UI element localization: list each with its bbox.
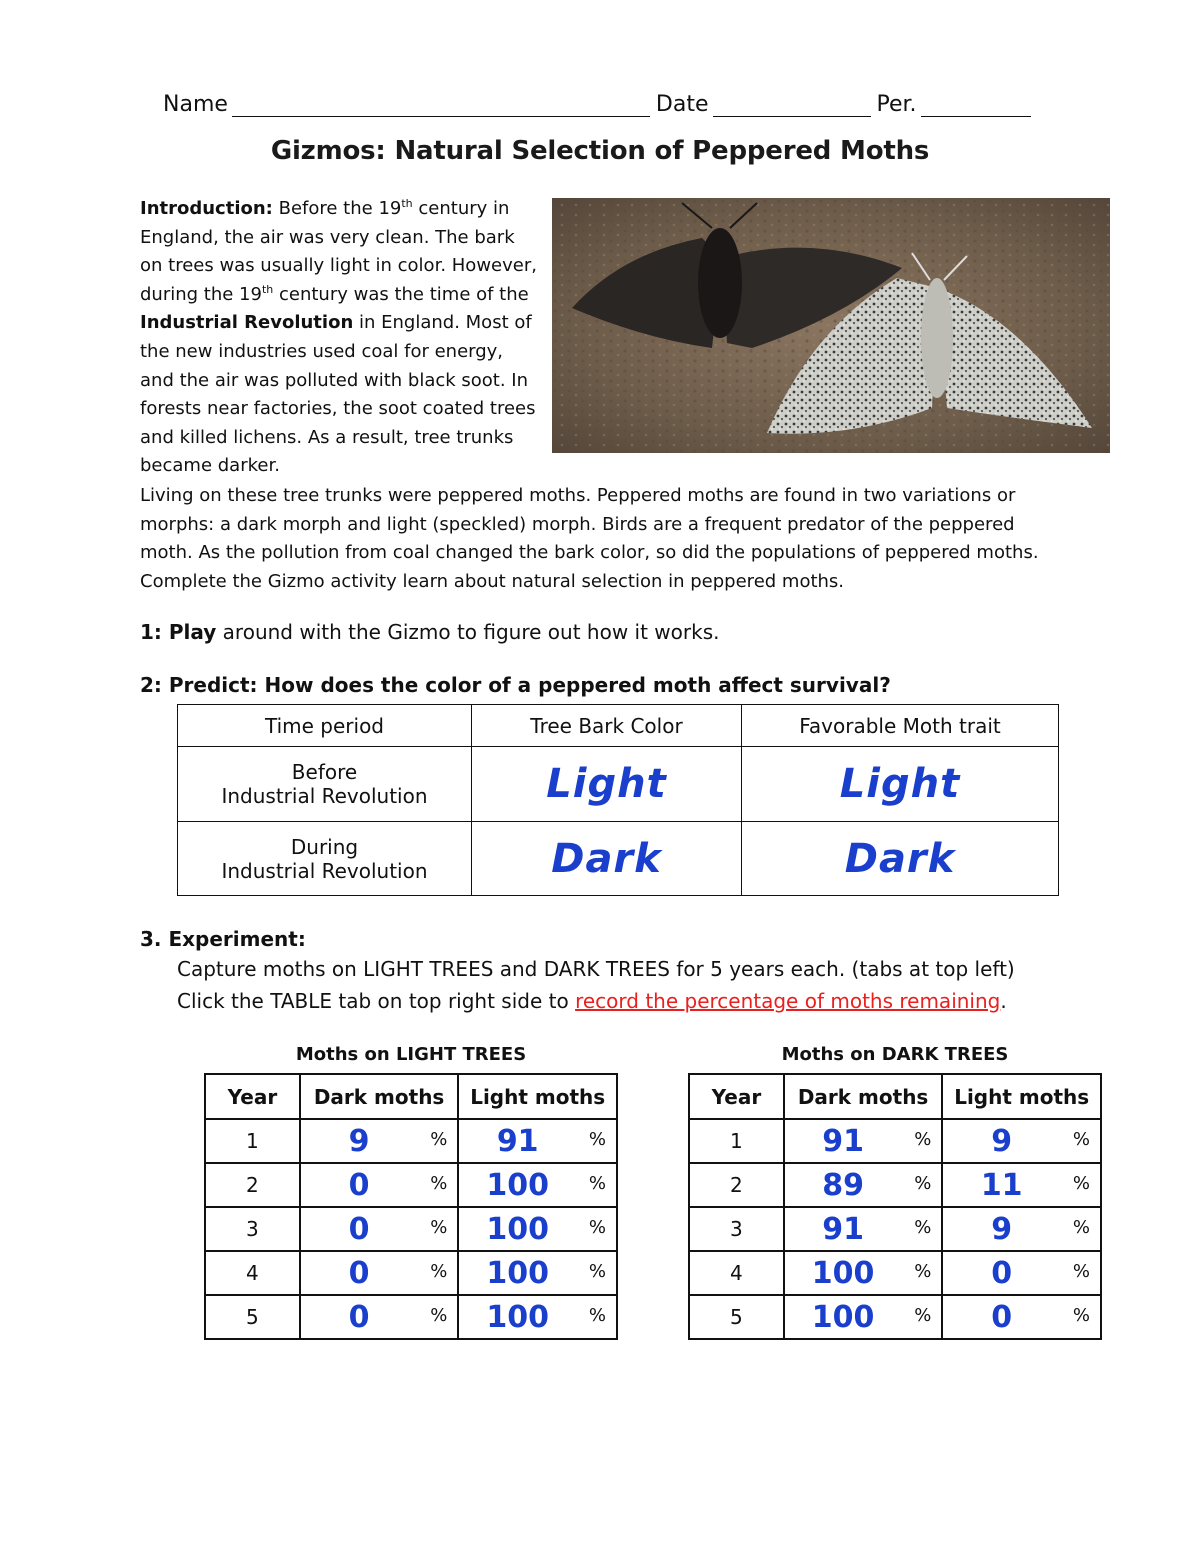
light-value-cell[interactable]	[942, 1251, 1101, 1295]
year-cell: 5	[205, 1295, 300, 1339]
moths-image	[552, 198, 1110, 453]
handwritten-answer: Light	[546, 761, 667, 807]
handwritten-answer: Dark	[551, 835, 662, 882]
percent-sign: %	[914, 1305, 932, 1326]
handwritten-value: 9	[991, 1211, 1013, 1247]
dark-trees-caption: Moths on DARK TREES	[781, 1044, 1009, 1065]
page-title: Gizmos: Natural Selection of Peppered Moths	[270, 136, 930, 166]
trait-cell[interactable]	[742, 822, 1059, 896]
period-blank	[921, 94, 1031, 117]
record-percentage-link: record the percentage of moths remaining	[575, 989, 1001, 1013]
handwritten-value: 91	[496, 1123, 539, 1159]
light-value-cell[interactable]	[942, 1119, 1101, 1163]
table-row	[205, 1207, 617, 1251]
year-cell: 2	[205, 1163, 300, 1207]
period-cell	[178, 822, 472, 896]
table-row	[205, 1163, 617, 1207]
header-year: Year	[205, 1074, 300, 1119]
intro-sup-1: th	[401, 197, 413, 210]
date-blank	[713, 94, 871, 117]
intro-paragraph	[140, 195, 540, 481]
header-moth-trait: Favorable Moth trait	[742, 705, 1059, 747]
header-light-moths: Light moths	[942, 1074, 1101, 1119]
year-cell: 2	[689, 1163, 784, 1207]
header-time-period: Time period	[178, 705, 472, 747]
intro-label: Introduction:	[140, 198, 273, 219]
bark-cell[interactable]	[472, 747, 742, 822]
light-value-cell[interactable]	[458, 1295, 617, 1339]
dark-value-cell[interactable]	[784, 1251, 943, 1295]
dark-value-cell[interactable]	[784, 1295, 943, 1339]
header-line	[163, 92, 1043, 117]
year-cell: 1	[689, 1119, 784, 1163]
percent-sign: %	[1072, 1217, 1090, 1238]
intro-bold-industrial: Industrial Revolution	[140, 312, 354, 334]
intro-continued: Living on these tree trunks were peppered moths. Peppered moths are found in two variations or morphs: a dark morph and light (speckled) morph. Birds are a frequent predator of the peppered moth. As the pollution from coal changed the bark color, so did the populations of peppered moths. Complete the Gizmo activity learn about natural selection in peppered moths.	[140, 485, 1039, 592]
period-line-2: Industrial Revolution	[221, 784, 428, 808]
percent-sign: %	[914, 1217, 932, 1238]
intro-text-3: century was the time of the	[273, 283, 529, 305]
period-line-2: Industrial Revolution	[221, 858, 428, 883]
q1-text: around with the Gizmo to figure out how it works.	[216, 620, 720, 644]
year-cell: 1	[205, 1119, 300, 1163]
question-3-line-2	[177, 989, 1007, 1013]
q3-line2-suffix: .	[1000, 989, 1007, 1013]
percent-sign: %	[588, 1217, 606, 1238]
light-value-cell[interactable]	[942, 1207, 1101, 1251]
percent-sign: %	[914, 1261, 932, 1282]
table-row	[689, 1163, 1101, 1207]
handwritten-value: 91	[822, 1123, 864, 1159]
question-1	[140, 620, 719, 644]
header-bark-color: Tree Bark Color	[472, 705, 742, 747]
year-cell: 3	[205, 1207, 300, 1251]
handwritten-value: 11	[980, 1167, 1023, 1203]
period-line-1: Before	[291, 760, 358, 784]
handwritten-value: 100	[486, 1255, 549, 1291]
handwritten-value: 0	[991, 1255, 1013, 1291]
light-value-cell[interactable]	[942, 1295, 1101, 1339]
name-label: Name	[163, 92, 228, 117]
table-row	[689, 1251, 1101, 1295]
q2-text: How does the color of a peppered moth affect survival?	[257, 673, 891, 697]
dark-value-cell[interactable]	[784, 1207, 943, 1251]
period-label: Per.	[876, 92, 917, 117]
percent-sign: %	[1072, 1129, 1090, 1150]
handwritten-value: 100	[486, 1167, 549, 1203]
intro-sup-2: th	[261, 282, 274, 296]
handwritten-value: 91	[822, 1211, 864, 1247]
handwritten-answer: Light	[839, 761, 961, 807]
predict-table	[177, 704, 1059, 896]
year-cell: 5	[689, 1295, 784, 1339]
table-row	[689, 1295, 1101, 1339]
percent-sign: %	[1072, 1261, 1090, 1282]
percent-sign: %	[430, 1173, 448, 1194]
table-row	[689, 1119, 1101, 1163]
light-value-cell[interactable]	[458, 1119, 617, 1163]
q2-label: 2: Predict:	[140, 673, 258, 697]
predict-header-row	[178, 705, 1059, 747]
percent-sign: %	[914, 1173, 932, 1194]
handwritten-value: 100	[811, 1255, 875, 1291]
predict-row-during	[178, 822, 1059, 896]
percent-sign: %	[588, 1261, 606, 1282]
table-row	[205, 1119, 617, 1163]
percent-sign: %	[588, 1129, 606, 1150]
light-value-cell[interactable]	[458, 1251, 617, 1295]
year-cell: 4	[689, 1251, 784, 1295]
dark-header-row	[689, 1074, 1101, 1119]
percent-sign: %	[1072, 1305, 1090, 1326]
percent-sign: %	[430, 1305, 448, 1326]
percent-sign: %	[430, 1217, 448, 1238]
header-year: Year	[689, 1074, 784, 1119]
intro-text-1: Before the 19	[272, 198, 402, 219]
dark-trees-table	[688, 1073, 1102, 1340]
year-cell: 3	[689, 1207, 784, 1251]
period-cell	[178, 747, 472, 822]
q3-line2-prefix: Click the TABLE tab on top right side to	[177, 989, 576, 1013]
percent-sign: %	[914, 1129, 932, 1150]
handwritten-value: 100	[486, 1211, 549, 1247]
dark-value-cell[interactable]	[300, 1163, 459, 1207]
period-line-1: During	[290, 834, 359, 859]
question-2	[140, 673, 891, 697]
handwritten-value: 0	[348, 1255, 370, 1291]
handwritten-value: 0	[991, 1299, 1013, 1335]
predict-row-before	[178, 747, 1059, 822]
header-dark-moths: Dark moths	[300, 1074, 459, 1119]
year-cell: 4	[205, 1251, 300, 1295]
dark-value-cell[interactable]	[300, 1251, 459, 1295]
percent-sign: %	[1072, 1173, 1090, 1194]
percent-sign: %	[430, 1261, 448, 1282]
light-header-row	[205, 1074, 617, 1119]
handwritten-value: 9	[348, 1123, 370, 1159]
handwritten-value: 100	[811, 1299, 875, 1335]
intro-text-4: in England. Most of the new industries used coal for energy, and the air was polluted with black soot. In forests near factories, the soot coated trees and killed lichens. As a result, tree trunks became darker.	[140, 312, 536, 477]
question-3-label: 3. Experiment:	[140, 927, 306, 951]
dark-value-cell[interactable]	[300, 1119, 459, 1163]
question-3-line-1: Capture moths on LIGHT TREES and DARK TREES for 5 years each. (tabs at top left)	[177, 957, 1015, 981]
light-trees-table	[204, 1073, 618, 1340]
dark-value-cell[interactable]	[300, 1207, 459, 1251]
light-trees-caption: Moths on LIGHT TREES	[295, 1044, 527, 1065]
q1-label: 1: Play	[140, 620, 217, 644]
handwritten-value: 9	[991, 1123, 1013, 1159]
table-row	[689, 1207, 1101, 1251]
percent-sign: %	[588, 1305, 606, 1326]
header-light-moths: Light moths	[458, 1074, 617, 1119]
peppered-moths-photo	[552, 198, 1110, 453]
bark-cell[interactable]	[472, 822, 742, 896]
handwritten-value: 0	[348, 1211, 370, 1247]
dark-value-cell[interactable]	[784, 1163, 943, 1207]
handwritten-value: 89	[822, 1167, 864, 1203]
table-row	[205, 1295, 617, 1339]
percent-sign: %	[430, 1129, 448, 1150]
percent-sign: %	[588, 1173, 606, 1194]
header-dark-moths: Dark moths	[784, 1074, 943, 1119]
light-value-cell[interactable]	[458, 1163, 617, 1207]
light-value-cell[interactable]	[458, 1207, 617, 1251]
handwritten-value: 0	[348, 1299, 370, 1335]
dark-value-cell[interactable]	[784, 1119, 943, 1163]
trait-cell[interactable]	[742, 747, 1059, 822]
light-value-cell[interactable]	[942, 1163, 1101, 1207]
name-blank	[232, 94, 650, 117]
handwritten-answer: Dark	[844, 835, 956, 882]
intro-text-2: century in England, the air was very clean. The bark on trees was usually light in color. However, during the 19	[140, 198, 537, 305]
date-label: Date	[655, 92, 709, 117]
handwritten-value: 0	[348, 1167, 370, 1203]
handwritten-value: 100	[486, 1299, 549, 1335]
dark-value-cell[interactable]	[300, 1295, 459, 1339]
table-row	[205, 1251, 617, 1295]
